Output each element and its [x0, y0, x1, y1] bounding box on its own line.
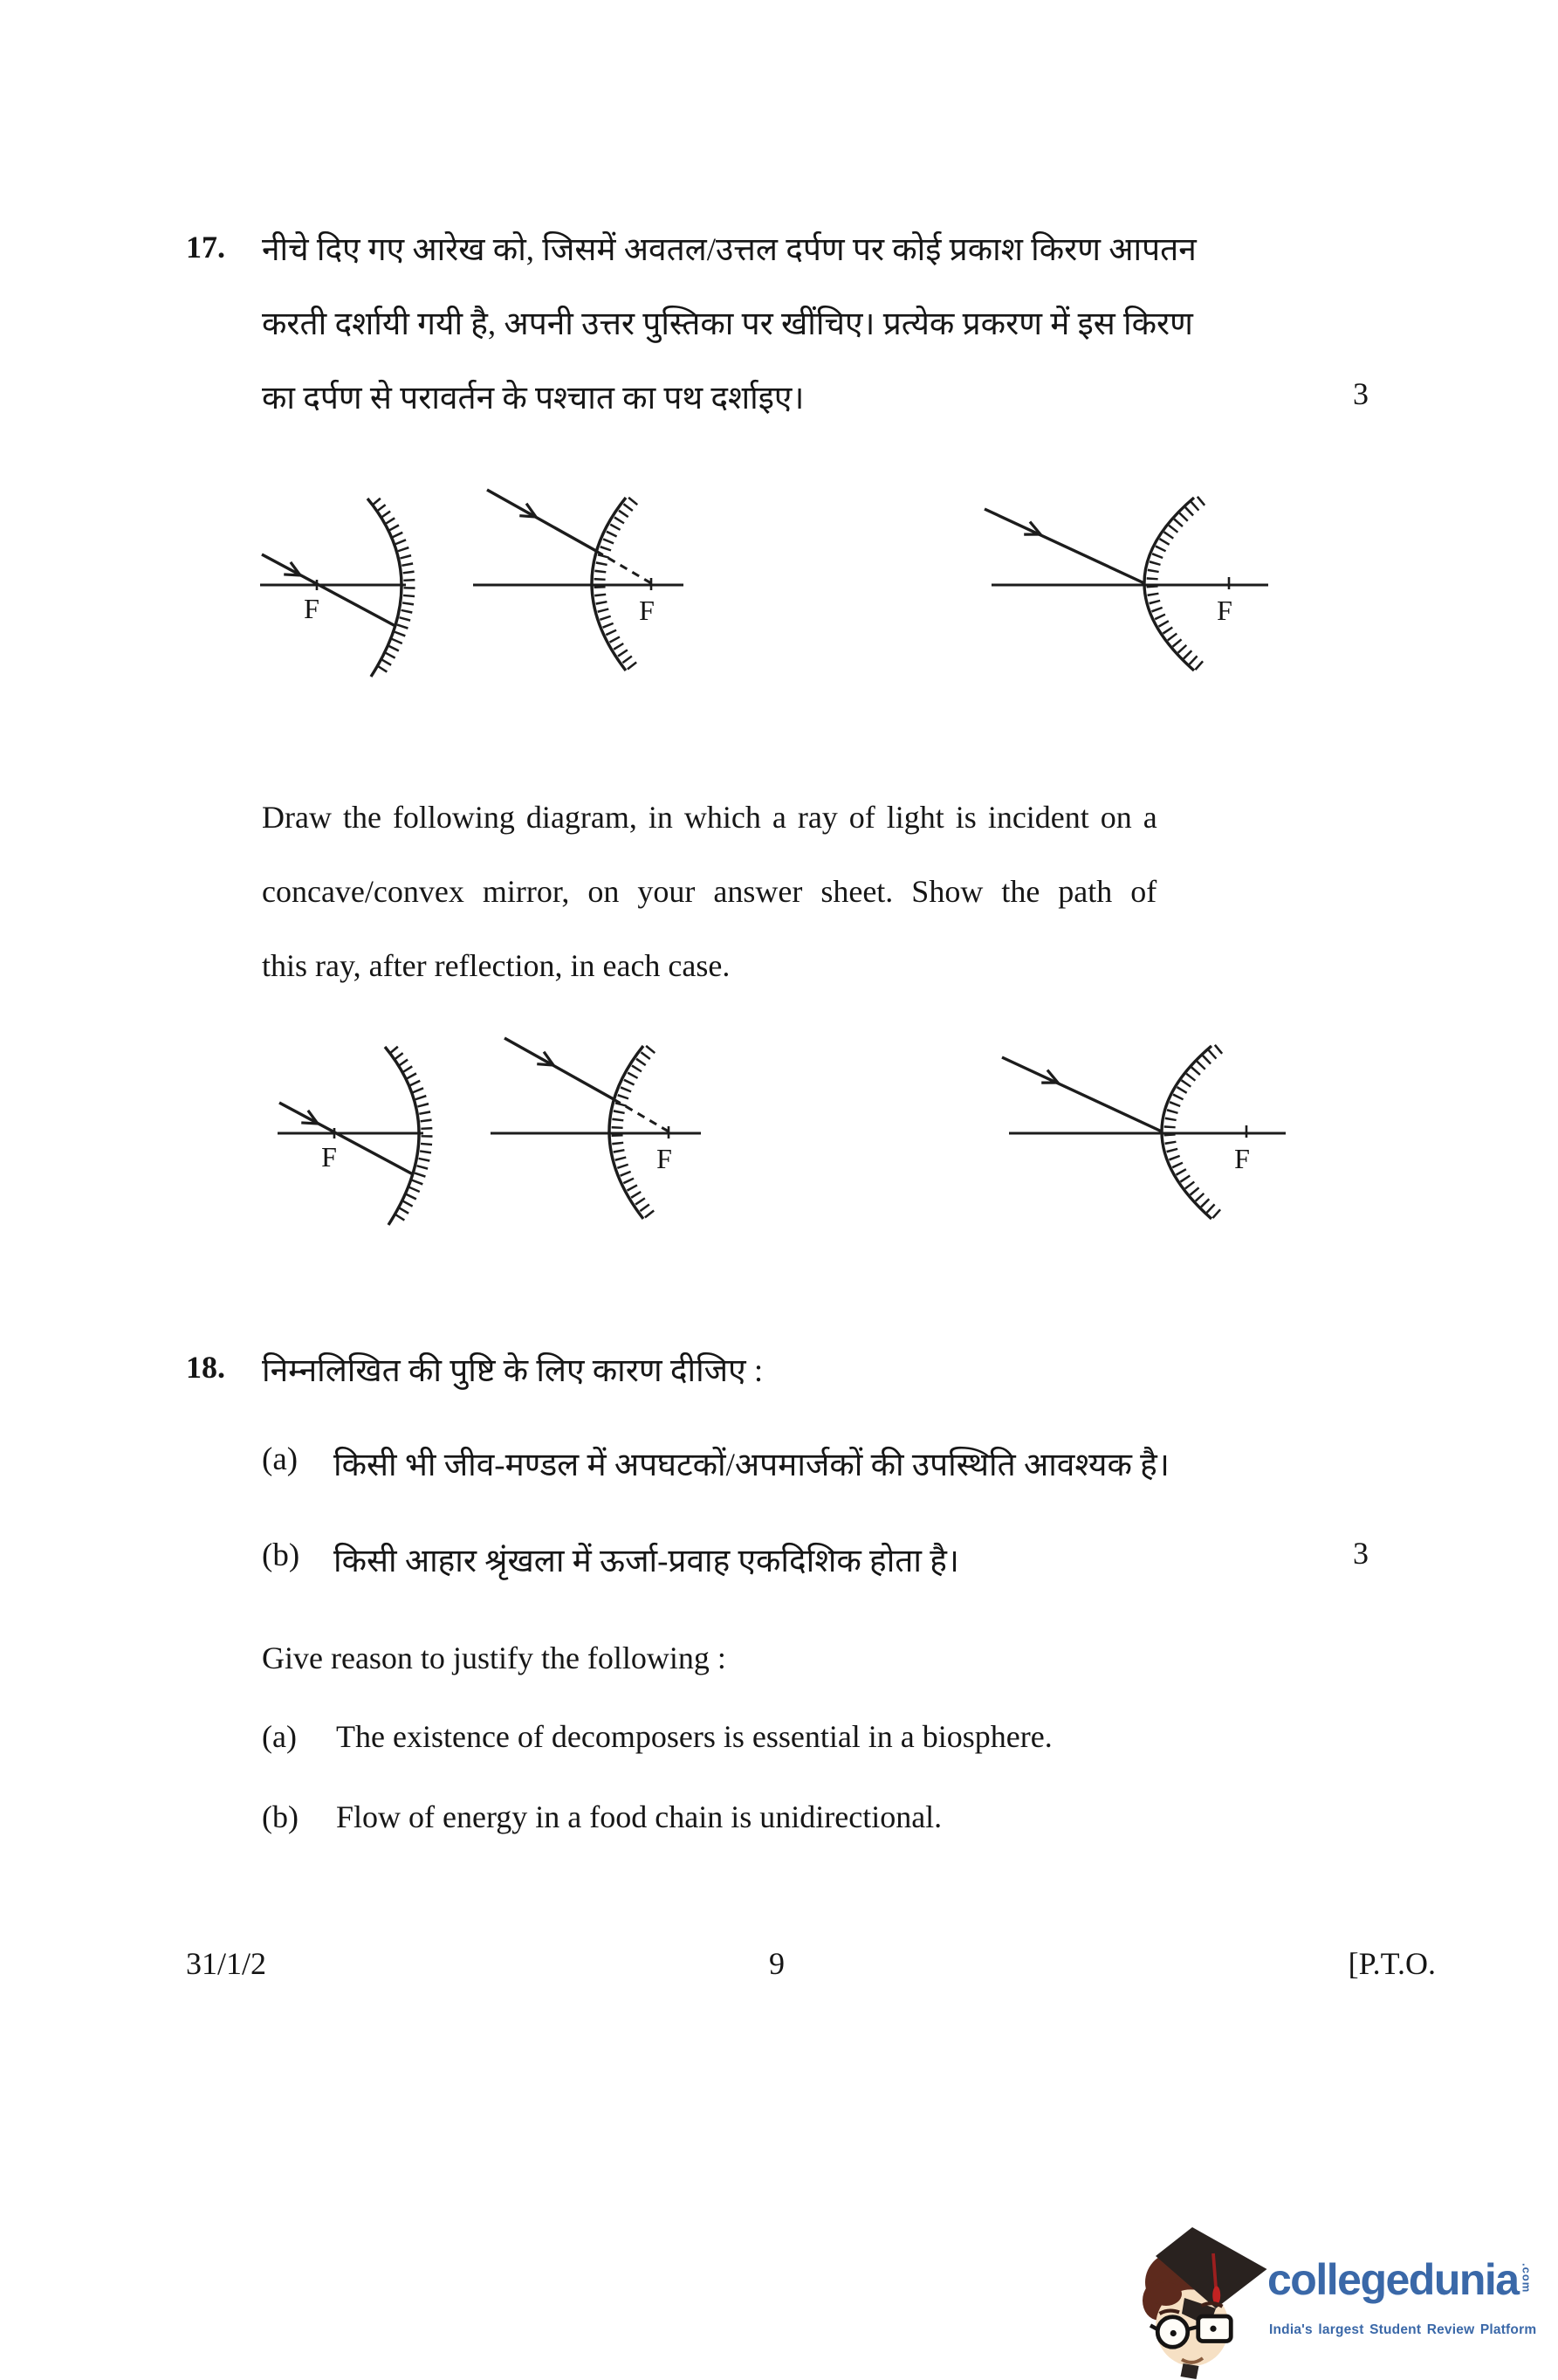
diagram-concave-mirror-row2	[273, 1035, 435, 1245]
focus-label: F	[1234, 1143, 1250, 1174]
collegedunia-tagline: India's largest Student Review Platform	[1269, 2322, 1537, 2337]
q18-hindi-a-text: किसी भी जीव-मण्डल में अपघटकों/अपमार्जकों की उपस्थिति आवश्यक है।	[333, 1448, 1170, 1483]
focus-label: F	[304, 593, 319, 624]
diagram-convex-mirror-dashed-row1	[467, 487, 694, 697]
q18-number: 18.	[186, 1350, 225, 1385]
footer-paper-code: 31/1/2	[186, 1946, 267, 1981]
q18-hindi-b-text: किसी आहार श्रृंखला में ऊर्जा-प्रवाह एकदिशिक होता है।	[333, 1544, 959, 1579]
focus-label: F	[321, 1141, 337, 1173]
q17-number: 17.	[186, 230, 225, 265]
q18-english-a-label: (a)	[262, 1719, 297, 1754]
collegedunia-logo	[1135, 2219, 1558, 2380]
footer-page-number: 9	[769, 1946, 785, 1981]
q18-marks: 3	[1353, 1536, 1369, 1571]
q18-hindi-b-label: (b)	[262, 1537, 300, 1573]
diagram-convex-mirror-dashed-row2	[484, 1035, 711, 1245]
q18-english-a-text: The existence of decomposers is essential in a biosphere.	[336, 1719, 1053, 1754]
q18-english-b-text: Flow of energy in a food chain is unidirectional.	[336, 1799, 943, 1834]
focus-label: F	[639, 595, 655, 626]
collegedunia-mascot-icon	[1140, 2221, 1271, 2380]
q17-hindi-line-2: करती दर्शायी गयी है, अपनी उत्तर पुस्तिका पर खींचिए। प्रत्येक प्रकरण में इस किरण	[262, 306, 1193, 342]
q17-hindi-line-1: नीचे दिए गए आरेख को, जिसमें अवतल/उत्तल दर्पण पर कोई प्रकाश किरण आपतन	[262, 232, 1197, 268]
collegedunia-brand-text: collegedunia	[1267, 2255, 1519, 2304]
q17-marks: 3	[1353, 376, 1369, 411]
q17-english-line-3: this ray, after reflection, in each case.	[262, 948, 731, 983]
footer-pto: [P.T.O.	[1348, 1946, 1436, 1981]
focus-label: F	[1217, 595, 1232, 626]
q17-hindi-line-3: का दर्पण से परावर्तन के पश्चात का पथ दर्शाइए।	[262, 381, 805, 416]
q18-english-intro: Give reason to justify the following :	[262, 1641, 726, 1675]
diagram-convex-mirror-pole-row1	[980, 487, 1277, 697]
focus-label: F	[656, 1143, 672, 1174]
diagram-convex-mirror-pole-row2	[998, 1035, 1294, 1245]
q18-hindi-a-label: (a)	[262, 1441, 299, 1477]
q18-hindi-intro: निम्नलिखित की पुष्टि के लिए कारण दीजिए :	[262, 1353, 764, 1389]
q17-english-line-1: Draw the following diagram, in which a ray of light is incident on a	[262, 800, 1157, 835]
collegedunia-suffix-text: .com	[1520, 2263, 1534, 2294]
q17-english-line-2: concave/convex mirror, on your answer sheet. Show the path of	[262, 874, 1157, 909]
diagram-concave-mirror-row1	[256, 487, 417, 697]
q18-english-b-label: (b)	[262, 1799, 299, 1834]
